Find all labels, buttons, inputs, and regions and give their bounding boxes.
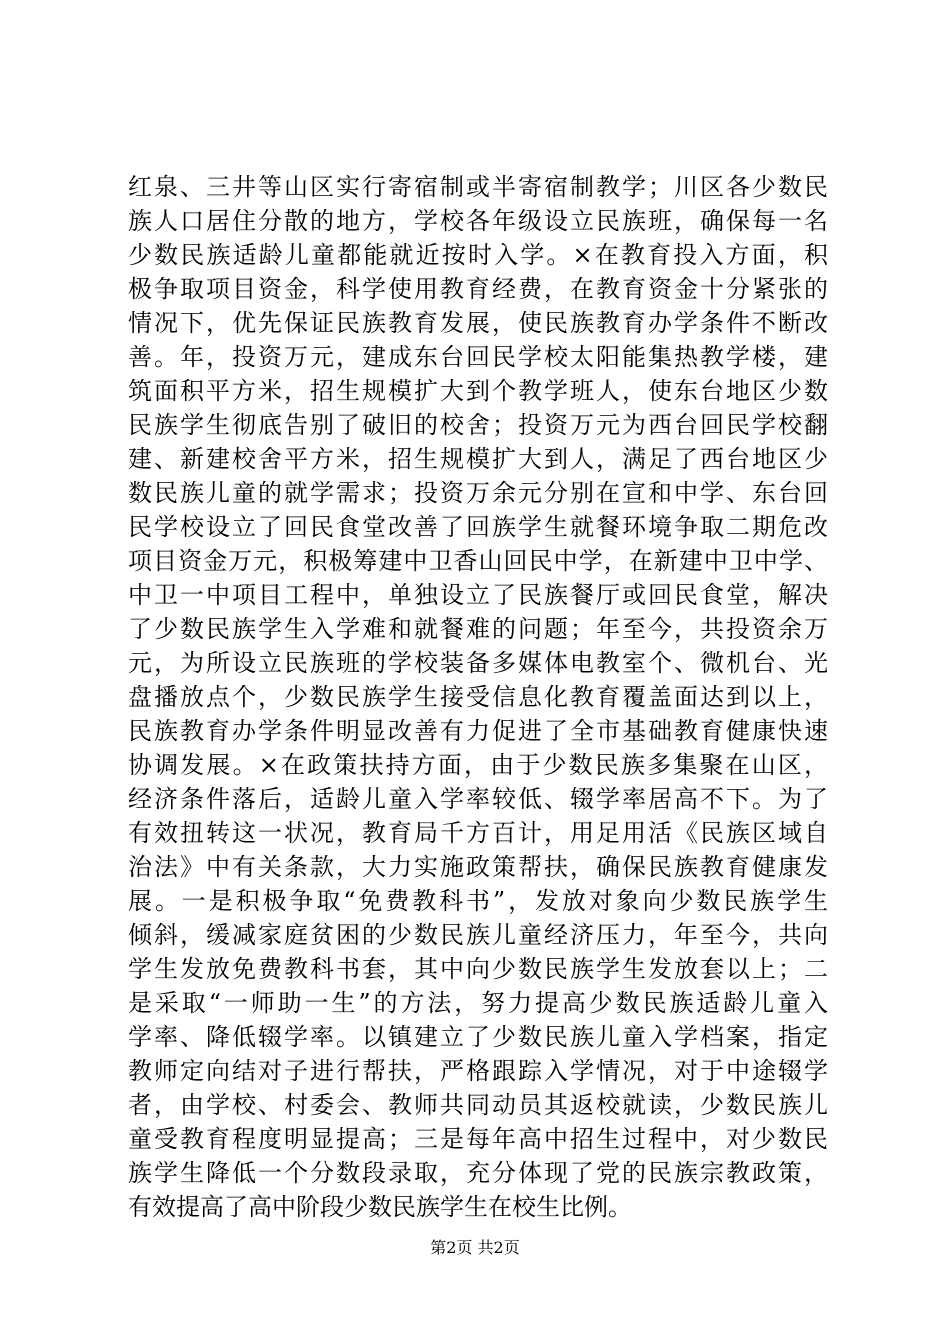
text-line: 学生发放免费教科书套，其中向少数民族学生发放套以上；二 [128, 955, 828, 983]
text-line: 是采取“一师助一生”的方法，努力提高少数民族适龄儿童入 [128, 989, 828, 1017]
text-line: 展。一是积极争取“免费教科书”，发放对象向少数民族学生 [128, 887, 828, 915]
page-footer [0, 1237, 950, 1259]
text-line: 中卫一中项目工程中，单独设立了民族餐厅或回民食堂，解决 [128, 581, 828, 609]
text-line: 善。年，投资万元，建成东台回民学校太阳能集热教学楼，建 [128, 343, 828, 371]
text-line: 协调发展。×在政策扶持方面，由于少数民族多集聚在山区， [128, 751, 828, 779]
text-line: 建、新建校舍平方米，招生规模扩大到人，满足了西台地区少 [128, 445, 828, 473]
text-line: 倾斜，缓减家庭贫困的少数民族儿童经济压力，年至今，共向 [128, 921, 828, 949]
text-line: 数民族儿童的就学需求；投资万余元分别在宣和中学、东台回 [128, 479, 828, 507]
text-line: 童受教育程度明显提高；三是每年高中招生过程中，对少数民 [128, 1125, 828, 1153]
text-line: 有效提高了高中阶段少数民族学生在校生比例。 [128, 1193, 632, 1221]
text-line: 少数民族适龄儿童都能就近按时入学。×在教育投入方面，积 [128, 241, 828, 269]
page-number-label: 第2页 共2页 [430, 1238, 520, 1257]
text-line: 有效扭转这一状况，教育局千方百计，用足用活《民族区域自 [128, 819, 828, 847]
text-line: 红泉、三井等山区实行寄宿制或半寄宿制教学；川区各少数民 [128, 173, 828, 201]
text-line: 族人口居住分散的地方，学校各年级设立民族班，确保每一名 [128, 207, 828, 235]
text-line: 了少数民族学生入学难和就餐难的问题；年至今，共投资余万 [128, 615, 828, 643]
text-line: 盘播放点个，少数民族学生接受信息化教育覆盖面达到以上， [128, 683, 828, 711]
text-line: 极争取项目资金，科学使用教育经费，在教育资金十分紧张的 [128, 275, 828, 303]
text-line: 民族学生彻底告别了破旧的校舍；投资万元为西台回民学校翻 [128, 411, 828, 439]
text-line: 教师定向结对子进行帮扶，严格跟踪入学情况，对于中途辍学 [128, 1057, 828, 1085]
text-line: 治法》中有关条款，大力实施政策帮扶，确保民族教育健康发 [128, 853, 828, 881]
text-line: 元，为所设立民族班的学校装备多媒体电教室个、微机台、光 [128, 649, 828, 677]
text-line: 民学校设立了回民食堂改善了回族学生就餐环境争取二期危改 [128, 513, 828, 541]
text-line: 项目资金万元，积极筹建中卫香山回民中学，在新建中卫中学、 [128, 547, 828, 575]
text-line: 民族教育办学条件明显改善有力促进了全市基础教育健康快速 [128, 717, 828, 745]
text-line: 筑面积平方米，招生规模扩大到个教学班人，使东台地区少数 [128, 377, 828, 405]
text-line: 者，由学校、村委会、教师共同动员其返校就读，少数民族儿 [128, 1091, 828, 1119]
text-line: 学率、降低辍学率。以镇建立了少数民族儿童入学档案，指定 [128, 1023, 828, 1051]
text-line: 经济条件落后，适龄儿童入学率较低、辍学率居高不下。为了 [128, 785, 828, 813]
body-paragraph [128, 170, 828, 1224]
text-line: 情况下，优先保证民族教育发展，使民族教育办学条件不断改 [128, 309, 828, 337]
text-line: 族学生降低一个分数段录取，充分体现了党的民族宗教政策， [128, 1159, 828, 1187]
